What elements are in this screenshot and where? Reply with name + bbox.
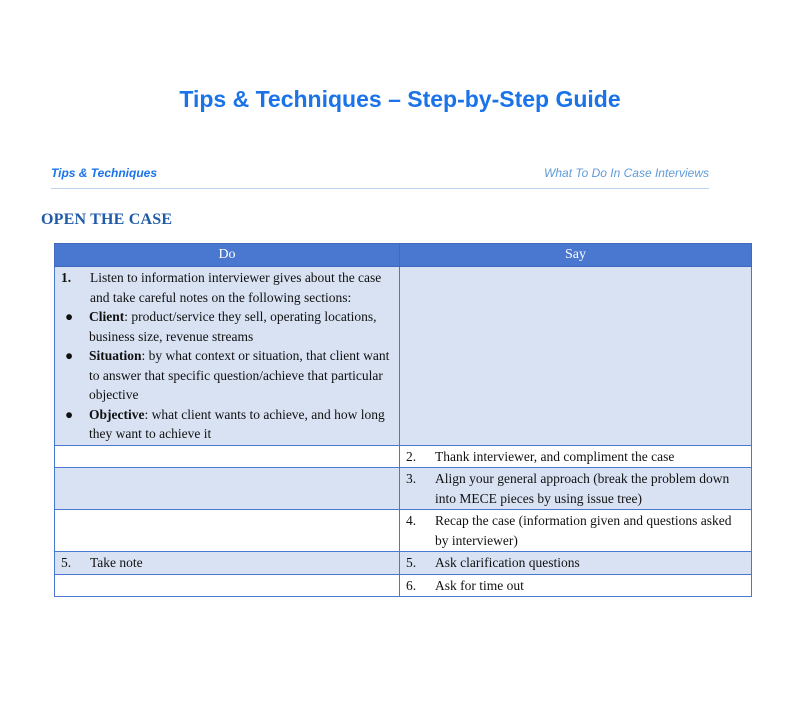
bullet-icon: ● <box>65 348 74 363</box>
step-text: Thank interviewer, and compliment the case <box>435 448 675 464</box>
step-text: Recap the case (information given and questions asked by interviewer) <box>435 513 732 548</box>
column-header-say: Say <box>400 244 752 267</box>
section-title: OPEN THE CASE <box>41 211 173 228</box>
table-row <box>55 552 752 575</box>
bullet-term: Client <box>89 309 125 324</box>
step-text: Ask clarification questions <box>435 555 580 570</box>
list-item <box>61 307 393 346</box>
running-header-right: What To Do In Case Interviews <box>544 166 709 180</box>
say-cell <box>400 267 752 446</box>
numbered-step <box>61 553 393 573</box>
step-number: 1. <box>61 270 72 285</box>
step-text: Ask for time out <box>435 577 524 593</box>
do-cell <box>55 574 400 597</box>
running-header-left: Tips & Techniques <box>51 166 158 180</box>
step-number: 3. <box>406 471 417 486</box>
do-cell <box>55 267 400 446</box>
say-cell <box>400 574 752 597</box>
say-cell <box>400 510 752 552</box>
step-text: Listen to information interviewer gives about the case and take careful notes on the following sections: <box>90 270 382 305</box>
step-text: Align your general approach (break the problem down into MECE pieces by using issue tree) <box>435 471 730 506</box>
bullet-list <box>61 307 393 444</box>
say-cell <box>400 552 752 575</box>
step-number: 5. <box>406 555 417 570</box>
do-cell <box>55 445 400 468</box>
numbered-step <box>406 511 745 550</box>
table-row <box>55 574 752 597</box>
say-cell <box>400 445 752 468</box>
step-text: Take note <box>90 555 143 570</box>
bullet-icon: ● <box>65 309 74 324</box>
column-header-do: Do <box>55 244 400 267</box>
list-item <box>61 405 393 444</box>
do-cell <box>55 468 400 510</box>
table-row <box>55 510 752 552</box>
bullet-term: Objective <box>89 406 145 422</box>
numbered-step <box>61 268 393 307</box>
do-say-table <box>54 243 752 597</box>
do-cell <box>55 510 400 552</box>
step-number: 5. <box>61 555 72 570</box>
table-row <box>55 267 752 446</box>
step-number: 2. <box>406 448 417 464</box>
bullet-term: Situation <box>89 348 142 363</box>
bullet-text: : by what context or situation, that client want to answer that specific question/achieve that particular objective <box>89 348 390 402</box>
list-item <box>61 346 393 405</box>
bullet-text: : product/service they sell, operating locations, business size, revenue streams <box>89 309 377 344</box>
numbered-step <box>406 553 745 573</box>
numbered-step <box>406 576 745 596</box>
table-header-row <box>55 244 752 267</box>
numbered-step <box>406 447 745 467</box>
bullet-text: : what client wants to achieve, and how long they want to achieve it <box>89 406 385 441</box>
numbered-step <box>406 469 745 508</box>
table-row <box>55 445 752 468</box>
page-title: Tips & Techniques – Step-by-Step Guide <box>179 86 621 112</box>
say-cell <box>400 468 752 510</box>
running-header <box>51 166 709 189</box>
bullet-icon: ● <box>65 406 74 422</box>
step-number: 6. <box>406 577 417 593</box>
table-row <box>55 468 752 510</box>
do-cell <box>55 552 400 575</box>
step-number: 4. <box>406 513 417 528</box>
